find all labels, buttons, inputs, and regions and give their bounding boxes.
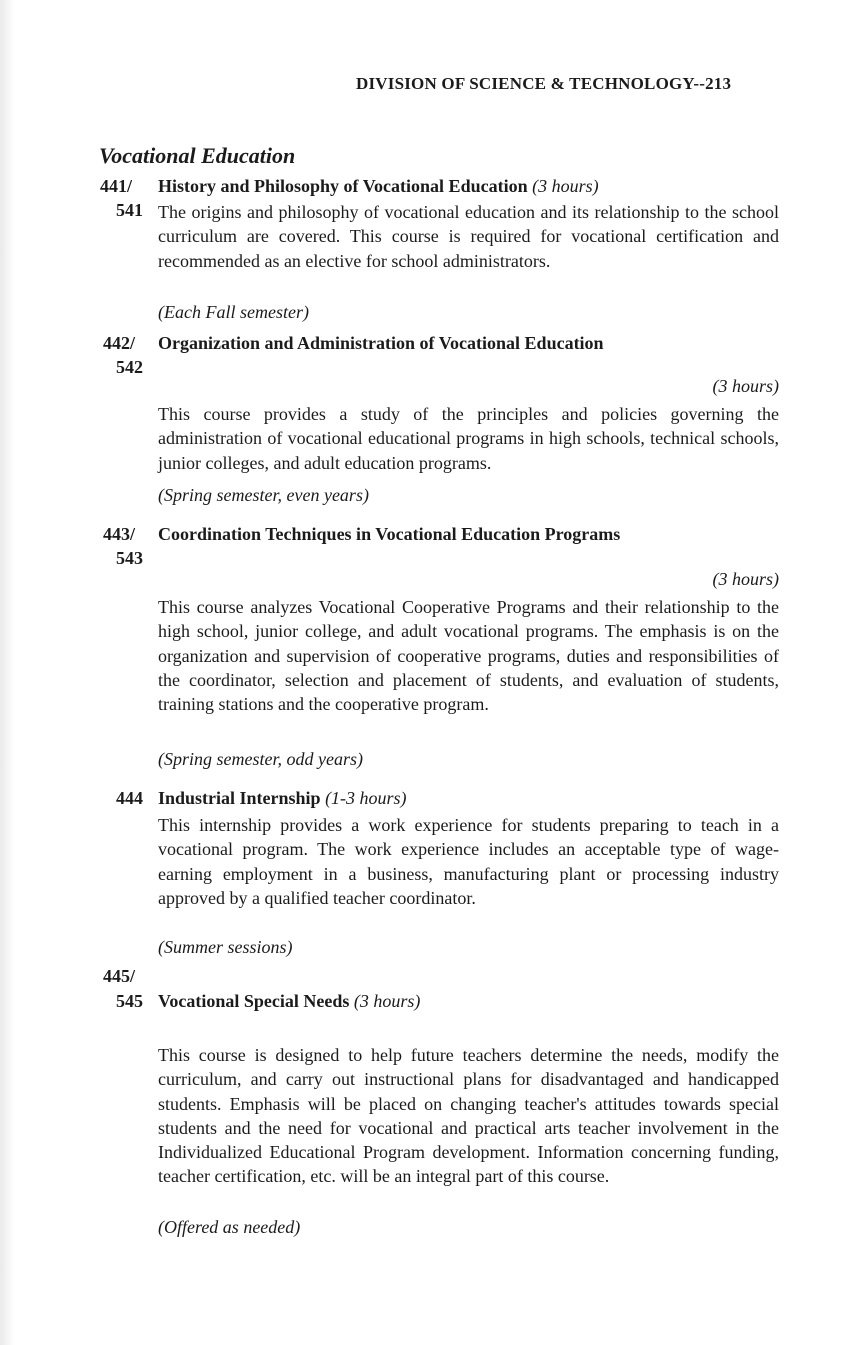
course-offering-note: (Offered as needed) [158,1217,301,1237]
course-title: Vocational Special Needs [158,991,350,1011]
course-offering-note: (Spring semester, even years) [158,485,369,505]
course-number: 441/ [100,176,133,196]
course-description: This course analyzes Vocational Cooperative Programs and their relationship to the high school, junior college, and adult vocational programs. The emphasis is on the organization and supervision of cooperative programs, duties and responsibilities of the coordinator, selection and placement of students, and evaluation of students, training stations and the cooperative program. [158,597,779,715]
course-number: 443/ [103,524,136,544]
course-title-line [158,991,420,1012]
section-title: Vocational Education [99,143,296,168]
course-hours: (3 hours) [532,176,599,196]
course-title: Coordination Techniques in Vocational Education Programs [158,524,621,544]
course-offering-note: (Each Fall semester) [158,302,309,322]
course-hours: (1-3 hours) [325,788,407,808]
course-number: 442/ [103,333,136,353]
course-title: History and Philosophy of Vocational Education [158,176,528,196]
running-head: DIVISION OF SCIENCE & TECHNOLOGY--213 [356,74,732,93]
course-title: Industrial Internship [158,788,321,808]
course-hours: (3 hours) [712,376,779,396]
course-title-line [158,788,407,809]
course-number-grad: 543 [116,548,143,568]
course-title-line [158,176,599,197]
course-description: This course is designed to help future teachers determine the needs, modify the curriculum, and carry out instructional plans for disadvantaged and handicapped students. Emphasis will be placed on changing teacher's attitudes towards special students and the need for vocational and practical arts teacher involvement in the Individualized Educational Program development. Information concerning funding, teacher certification, etc. will be an integral part of this course. [158,1045,779,1187]
course-offering-note: (Spring semester, odd years) [158,749,363,769]
course-number-grad: 541 [116,200,143,220]
course-number: 445/ [103,966,136,986]
course-description: This course provides a study of the principles and policies governing the administration of vocational educational programs in high schools, technical schools, junior colleges, and adult education programs. [158,404,779,473]
course-hours: (3 hours) [712,569,779,589]
course-description: The origins and philosophy of vocational education and its relationship to the school curriculum are covered. This course is required for vocational certification and recommended as an elective for school administrators. [158,202,779,271]
course-title: Organization and Administration of Vocational Education [158,333,604,353]
course-description: This internship provides a work experience for students preparing to teach in a vocational program. The work experience includes an acceptable type of wage-earning employment in a business, manufacturing plant or processing industry approved by a qualified teacher coordinator. [158,815,779,908]
course-hours: (3 hours) [353,991,421,1011]
scan-edge-shadow [0,0,14,1345]
course-number-grad: 542 [116,357,143,377]
course-offering-note: (Summer sessions) [158,937,293,957]
course-number: 444 [116,788,143,808]
course-number-grad: 545 [116,991,143,1011]
